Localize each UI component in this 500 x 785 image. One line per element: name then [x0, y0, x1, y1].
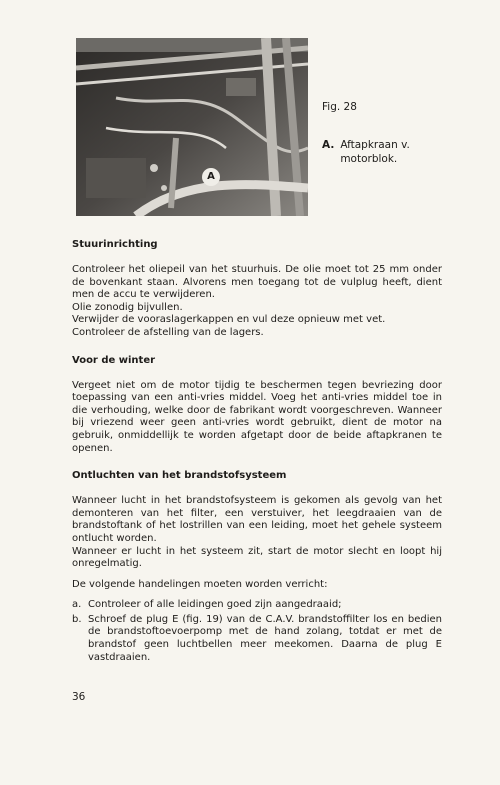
list-marker: b. — [72, 613, 82, 625]
paragraph: Verwijder de vooraslagerkappen en vul deze opnieuw met vet. — [72, 314, 386, 326]
page-body — [72, 238, 442, 666]
figure-photo — [76, 38, 308, 216]
section-heading: Ontluchten van het brandstofsysteem — [72, 470, 287, 482]
section-voor-de-winter — [72, 354, 442, 456]
caption-letter: A. — [322, 139, 335, 151]
paragraph: Wanneer lucht in het brandstofsysteem is gekomen als gevolg van het demonteren van het filter, een verstuiver, het leegdraaien van de brandstoftank of het lostrillen van een leiding, moet het gehele systeem ontlucht worden. — [72, 495, 442, 544]
figure-caption — [322, 138, 452, 166]
list-marker: a. — [72, 599, 82, 611]
engine-photo-illustration — [76, 38, 308, 216]
section-stuurinrichting — [72, 238, 442, 340]
list-item — [72, 614, 442, 664]
list-item-text: Controleer of alle leidingen goed zijn aangedraaid; — [88, 599, 342, 611]
paragraph: Vergeet niet om de motor tijdig te beschermen tegen bevriezing door toepassing van een anti-vries middel. Voeg het anti-vries middel toe in die verhouding, welke door de fabrikant wordt voorgeschreven. Wanneer bij vriezend weer geen anti-vries wordt gebruikt, dient de motor na gebruik, onmiddellijk te worden afgetapt door de beide aftapkranen te openen. — [72, 379, 442, 454]
section-heading: Stuurinrichting — [72, 239, 158, 250]
paragraph: Olie zonodig bijvullen. — [72, 301, 183, 313]
paragraph: Controleer het oliepeil van het stuurhuis. De olie moet tot 25 mm onder de bovenkant staan. Alvorens men toegang tot de vulplug heeft, dient men de accu te verwijderen. — [72, 264, 442, 301]
callout-letter: A — [207, 171, 215, 182]
figure-label: Fig. 28 — [322, 101, 357, 113]
paragraph: Controleer de afstelling van de lagers. — [72, 326, 264, 338]
section-ontluchten — [72, 469, 442, 664]
list-item-text: Schroef de plug E (fig. 19) van de C.A.V. brandstoffilter los en bedien de brandstoftoevoerpomp met de hand zolang, totdat er met de brandstof geen luchtbellen meer meekomen. Daarna de plug E vastdraaien. — [88, 613, 442, 663]
steps-list — [72, 599, 442, 664]
page-number: 36 — [72, 691, 86, 703]
list-item — [72, 599, 442, 612]
callout-marker — [202, 168, 220, 186]
section-heading: Voor de winter — [72, 354, 156, 366]
caption-text: Aftapkraan v. motorblok. — [340, 139, 410, 165]
paragraph: De volgende handelingen moeten worden verricht: — [72, 578, 328, 590]
paragraph: Wanneer er lucht in het systeem zit, start de motor slecht en loopt hij onregelmatig. — [72, 545, 442, 570]
